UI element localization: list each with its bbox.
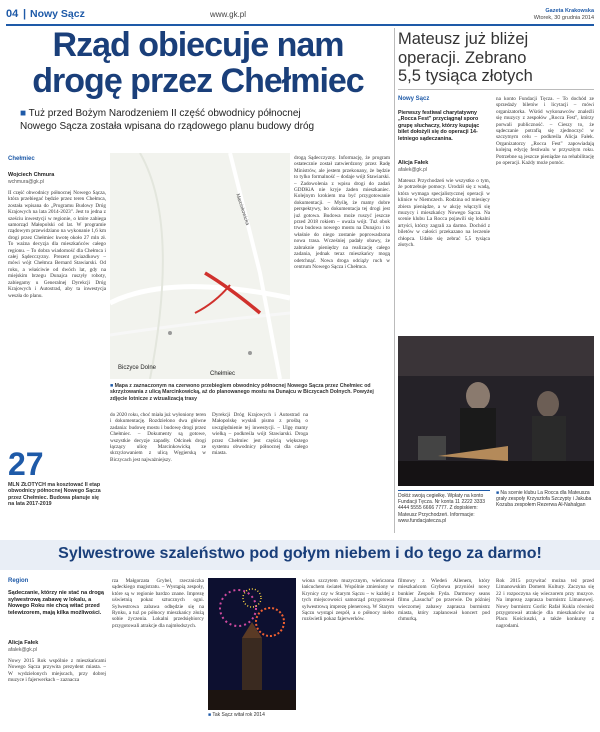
bottom-headline: Sylwestrowe szaleństwo pod gołym niebem i do tego za darmo! (58, 545, 542, 562)
column-divider (394, 28, 395, 533)
main-lead (20, 107, 392, 133)
bottom-col2-text: rza Małgorzata Grybel, rzeczniczka sądeckiego magistratu. – Wystąpią zespoły, które są w regionie bardzo znane. Imprezę uświetnią pokaz sztucznych ogni. Sylwestrowa zabawa odbędzie się na Rynku, a tuż po północy mieszkańcy złożą sobie życzenia. Lokalni przedsiębiorcy przygotowali atrakcje dla najmłodszych. (112, 578, 204, 629)
caption-bullet-icon-3: ■ (208, 712, 213, 718)
side-email: afalek@gk.pl (398, 167, 427, 173)
main-headline (6, 27, 390, 99)
main-lead-line1: Tuż przed Bożym Narodzeniem II część obwodnicy północnej (28, 108, 301, 119)
main-headline-line2: drogę przez Chełmiec (32, 62, 364, 100)
bottom-col5-text: Rok 2015 przywitać można też przed Limanowskim Domem Kultury. Zaczyna się 22 i rozpoczyna się wieczorem przy muzyce. Na imprezę zaprasza burmistrz Limanowej. Nowy burmistrz Gorlic Rafał Kukla również przygotował atrakcje dla mieszkańców na Placu Kościuszki, a także konkursy z nagrodami. (496, 578, 594, 629)
main-headline-line1: Rząd obiecuje nam (52, 26, 344, 64)
side-headline-line3: 5,5 tysiąca złotych (398, 67, 533, 85)
map-graphic (110, 153, 290, 379)
map-label-chelmiec: Chełmiec (210, 371, 236, 377)
side-lead: Pierwszy festiwal charytatywny „Rocca Fest" przyciągnął sporo grupę słuchaczy, którzy kupując bilet dołożyli się do operacji 14-letniego sądeczanina. (398, 110, 480, 142)
paper-name: Gazeta Krakowska (545, 8, 594, 14)
main-location: Chełmiec (8, 156, 35, 162)
fireworks-caption (208, 712, 298, 718)
side-headline-line1: Mateusz już bliżej (398, 30, 529, 48)
main-lower-col1-text: do 2020 roku, choć miała już wyłoniony teren i dokumentację. Rozdzielono dwa główne zadania: budowę mostu i budowę drogi przez Chełmiec. – Dokumenty są gotowe, wszystkie decyzje zapadły. Odcinek drogi łączący ulicę Marcinkowicką ze skrzyżowaniem z ulicą Węgierską w Biczycach jest najważniejszy. (110, 412, 206, 463)
page-number: 04 (6, 8, 19, 20)
donation-box: Dołóż swoją cegiełkę. Wpłaty na konto Fundacji Tęcza. Nr konta 11 2222 3333 4444 5555 6666 7777. Z dopiskiem: Mateusz Przychodzeń. Informacje: www.fundacjatecza.pl (398, 490, 490, 529)
fireworks-graphic (208, 578, 296, 710)
map-caption-text: Mapa z zaznaczonym na czerwono przebiegiem obwodnicy północnej Nowego Sącza przez Chełmiec od skrzyżowania z ulicą Marcinkowicką, aż do planowanego mostu na Dunajcu w Biczycach Dolnych. Powyżej zdjęcie lotnicze z wizualizacją trasy (110, 383, 374, 402)
side-author: Alicja Fałek (398, 160, 429, 166)
issue-date: Wtorek, 30 grudnia 2014 (533, 15, 594, 21)
fireworks-photo (208, 578, 296, 710)
map-label-road: Marcinkowicka (234, 193, 251, 227)
side-col1-text: Mateusz Przychodzeń wie wszystko o tym, że potrzebuje pomocy. Urodził się z wadą, która wymaga specjalistycznej operacji w klinice w Niemczech. Rodzina od miesięcy zbiera pieniądze, a w akcję włączyli się muzycy i mieszkańcy Nowego Sącza. Na scenie klubu La Rocca pojawili się lokalni artyści, którzy zagrali za darmo. Dochód z biletów w całości przekazano na leczenie chłopca. Udało się zebrać 5,5 tysiąca złotych. (398, 178, 490, 249)
side-location: Nowy Sącz (398, 96, 430, 102)
bottom-email: afalek@gk.pl (8, 647, 37, 653)
concert-photo-graphic (398, 336, 594, 486)
section-separator: | (23, 8, 27, 20)
bottom-col3-text: wiona szczytem muzycznym, wieńczona łańcuchem świateł. Wspólnie zmieniony w Krynicy czy w Starym Sączu – w każdej z tych miejscowości samorząd przygotował sylwestrową imprezę plenerową. W Starym Sączu wystąpi zespół, a o północy niebo rozświetli pokaz fajerwerków. (302, 578, 394, 623)
stat-number: 27 (8, 446, 44, 482)
bottom-col4-text: filmowy z Wiedeń Allenem, który mieszkańcom Grybowa przyniósł nowy bunkier Zespołu Fyda. Darmowy seans filmu „Łasucha" po przerwie. Do później wieczornej zabawy zaprasza burmistrz miasta, który zaplanował koncert pod chmurką. (398, 578, 490, 623)
main-lead-line2: Nowego Sącza została wpisana do rządowego planu budowy dróg (20, 121, 315, 132)
side-col2-text: na konto Fundacji Tęcza. – To dochód ze sprzedaży biletów i licytacji – mówi organizatorka. Wśród wykonawców znaleźli się muzycy z zespołów „Rocca Fest", którzy porwali publiczność. – Cieszy to, że sądeczanie potrafią się zjednoczyć w szczytnym celu – podkreśla Alicja Fałek. Organizatorzy „Rocca Fest" zapowiadają kolejną edycję festiwalu w przyszłym roku. Potrzebne są jeszcze pieniądze na rehabilitację po operacji. Każdy może pomóc. (496, 96, 594, 167)
caption-bullet-icon: ■ (110, 383, 115, 389)
bottom-location: Region (8, 578, 29, 584)
side-headline (398, 30, 596, 86)
main-col2-text: drogą Sądecczyzny. Informację, że program ostatecznie został zatwierdzony przez Radę Ministrów, ale jestem przekonany, że będzie to tylko formalność – dodaje wójt Stawiarski. – Zadowolenia z wpisu drogi do zadań GDDKiA nie kryje żaden mieszkaniec. Kolejnym krokiem ma być przygotowanie dokumentacji. – Myślę, że mamy dobre perspektywy, bo dokumentacja tej drogi jest już gotowa. Budowa może ruszyć jeszcze przed 2018 rokiem – uważa wójt. Tuż obok trwa budowa nowego mostu na Dunajcu i to właśnie do niego zostanie poprowadzona nowa trasa. Wcześniej padały obawy, że zabraknie pieniędzy na realizację całego zadania, jednak teraz mieszkańcy mogą odetchnąć. Nowa droga odciąży ruch w centrum Nowego Sącza i Chełmca. (294, 155, 390, 270)
map-caption (110, 383, 390, 402)
side-rule (398, 89, 594, 90)
main-author: Wojciech Chmura (8, 172, 55, 178)
caption-bullet-icon-2: ■ (496, 490, 501, 496)
route-map (110, 153, 290, 379)
site-url[interactable]: www.gk.pl (210, 10, 247, 19)
lead-bullet-icon: ■ (20, 108, 29, 119)
fireworks-caption-text: Tak Sącz witał rok 2014 (212, 712, 265, 718)
concert-caption-text: Na scenie klubu La Rocca dla Mateusza grały zespoły Krzysztofa Szczypty i Jakuba Kozuba zespołem Rezerwa Al-Nahalgan (496, 490, 592, 509)
bottom-author: Alicja Fałek (8, 640, 39, 646)
main-lower-col2-text: Dyrekcji Dróg Krajowych i Autostrad na Małopolskę wysłali pismo z prośbą o uwzględnienie tej inwestycji. – Ulgę mamy wielką – podkreśla wójt Stawiarski. Droga przez Chełmiec jest częścią większego systemu obwodnicy północnej dla całego miasta. (212, 412, 308, 457)
stat-text: MLN ZŁOTYCH ma kosztować II etap obwodnicy północnej Nowego Sącza przez Chełmiec. Budowa planuje się na lata 2017-2019 (8, 482, 101, 508)
stat-box (8, 448, 106, 528)
bottom-lead: Sądeczanie, którzy nie stać na drogą sylwestrową zabawę w lokalu, a Nowego Roku nie chcą witać przed telewizorem, mają kilka możliwości. (8, 590, 104, 616)
side-headline-line2: operacji. Zebrano (398, 48, 527, 67)
concert-photo-caption (496, 490, 594, 526)
page-header (6, 6, 594, 22)
bottom-col1-text: Nowy 2015 Rok wspólnie z mieszkańcami Nowego Sącza przywita prezydent miasta. – W wydzielonych miejscach, przy dobrej muzyce i fajerwerkach – zaznacza (8, 658, 106, 684)
main-email: wchmura@gk.pl (8, 179, 44, 185)
map-label-biczyce: Biczyce Dolne (118, 365, 157, 371)
concert-photo (398, 336, 594, 486)
main-col1-text: II część obwodnicy północnej Nowego Sącza, która przebiegać będzie przez teren Chełmca, została wpisana do „Programu Budowy Dróg Krajowych na lata 2014-2023". Jest to jedna z sześciu inwestycji w regionie, o które zabiega samorząd Małopolski od lat. W programie rządowym przewidziano na wykonanie 1,6 km drogi przez Chełmiec kwotę około 27 mln zł. To ważna decyzja dla mieszkańców całego regionu. – To dobra wiadomość dla Chełmca i całej Sądecczyzny. Prezent gwiazdkowy – mówi wójt Chełmca Bernard Stawiarski. Od roku, a właściwie od dwóch lat, gdy na miejskim brzegu Dunajca ruszyły roboty, zabiegamy u Generalnej Dyrekcji Dróg Krajowych i Autostrad, aby ta inwestycja weszła do planu. (8, 190, 106, 299)
section-name: Nowy Sącz (30, 8, 85, 20)
